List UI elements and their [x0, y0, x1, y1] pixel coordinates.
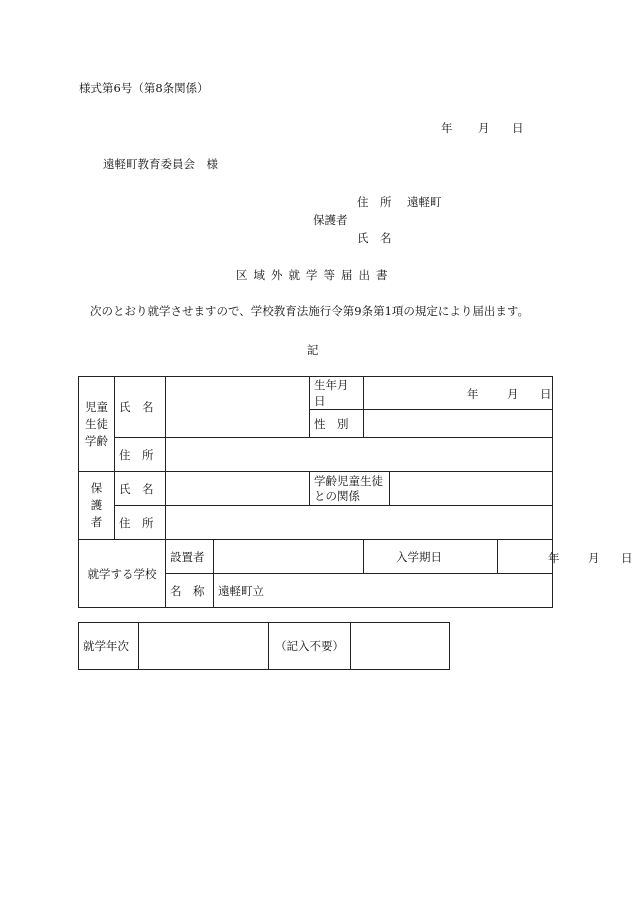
student-address-field[interactable]: [166, 438, 553, 472]
relation-label: [310, 472, 390, 506]
applicant-guardian-label: 保護者: [313, 213, 348, 227]
enroll-date-label-text: 入学期日: [396, 549, 442, 564]
student-group-label: 児童生徒学齢: [79, 377, 115, 472]
guardian-address-field[interactable]: [166, 506, 553, 540]
birthdate-year: 年: [467, 387, 479, 401]
enroll-date-day: 日: [621, 550, 633, 565]
enroll-date-label: [364, 540, 498, 574]
grade-label: 就学年次: [79, 623, 139, 670]
applicant-address-value: 遠軽町: [407, 195, 442, 209]
enroll-date-year: 年: [548, 550, 560, 565]
enroll-date-month: 月: [588, 550, 600, 565]
school-name-field[interactable]: [214, 574, 553, 608]
relation-label-line2: との関係: [314, 488, 360, 503]
form-number: 様式第6号（第8条関係）: [79, 81, 209, 95]
school-name-value: 遠軽町立: [218, 583, 264, 598]
header-date-day: 日: [512, 121, 524, 135]
founder-label: 設置者: [166, 540, 214, 574]
document-title: 区域外就学等届出書: [236, 268, 394, 282]
birthdate-month: 月: [507, 387, 519, 401]
guardian-address-label: 住 所: [115, 506, 166, 540]
school-label: 就学する学校: [79, 540, 166, 608]
header-date-month: 月: [478, 121, 490, 135]
sex-field[interactable]: [364, 410, 553, 438]
body-text: 次のとおり就学させますので、学校教育法施行令第9条第1項の規定により届出ます。: [90, 304, 529, 318]
guardian-group-label: 保護者: [79, 472, 115, 540]
student-name-label: 氏 名: [115, 377, 166, 438]
sex-label: 性 別: [310, 410, 364, 438]
grade-note-field[interactable]: [351, 623, 450, 670]
applicant-name-label: 氏 名: [357, 231, 392, 245]
guardian-name-field[interactable]: [166, 472, 310, 506]
grade-field[interactable]: [139, 623, 269, 670]
relation-field[interactable]: [390, 472, 553, 506]
student-name-field[interactable]: [166, 377, 310, 438]
enroll-date-field[interactable]: [498, 540, 633, 574]
grade-note: （記入不要）: [269, 623, 351, 670]
ki-label: 記: [307, 343, 319, 357]
birthdate-field[interactable]: [364, 377, 553, 410]
applicant-address-label: 住 所: [357, 195, 392, 209]
birthdate-day: 日: [540, 387, 552, 401]
founder-field[interactable]: [214, 540, 364, 574]
addressee: 遠軽町教育委員会 様: [103, 157, 218, 171]
guardian-name-label: 氏 名: [115, 472, 166, 506]
header-date-year: 年: [441, 121, 453, 135]
main-form-table: [78, 376, 633, 608]
grade-table: [78, 622, 450, 670]
birthdate-label: 生年月日: [310, 377, 364, 410]
student-address-label: 住 所: [115, 438, 166, 472]
relation-label-line1: 学齢児童生徒: [314, 473, 383, 488]
school-name-label: 名 称: [166, 574, 214, 608]
